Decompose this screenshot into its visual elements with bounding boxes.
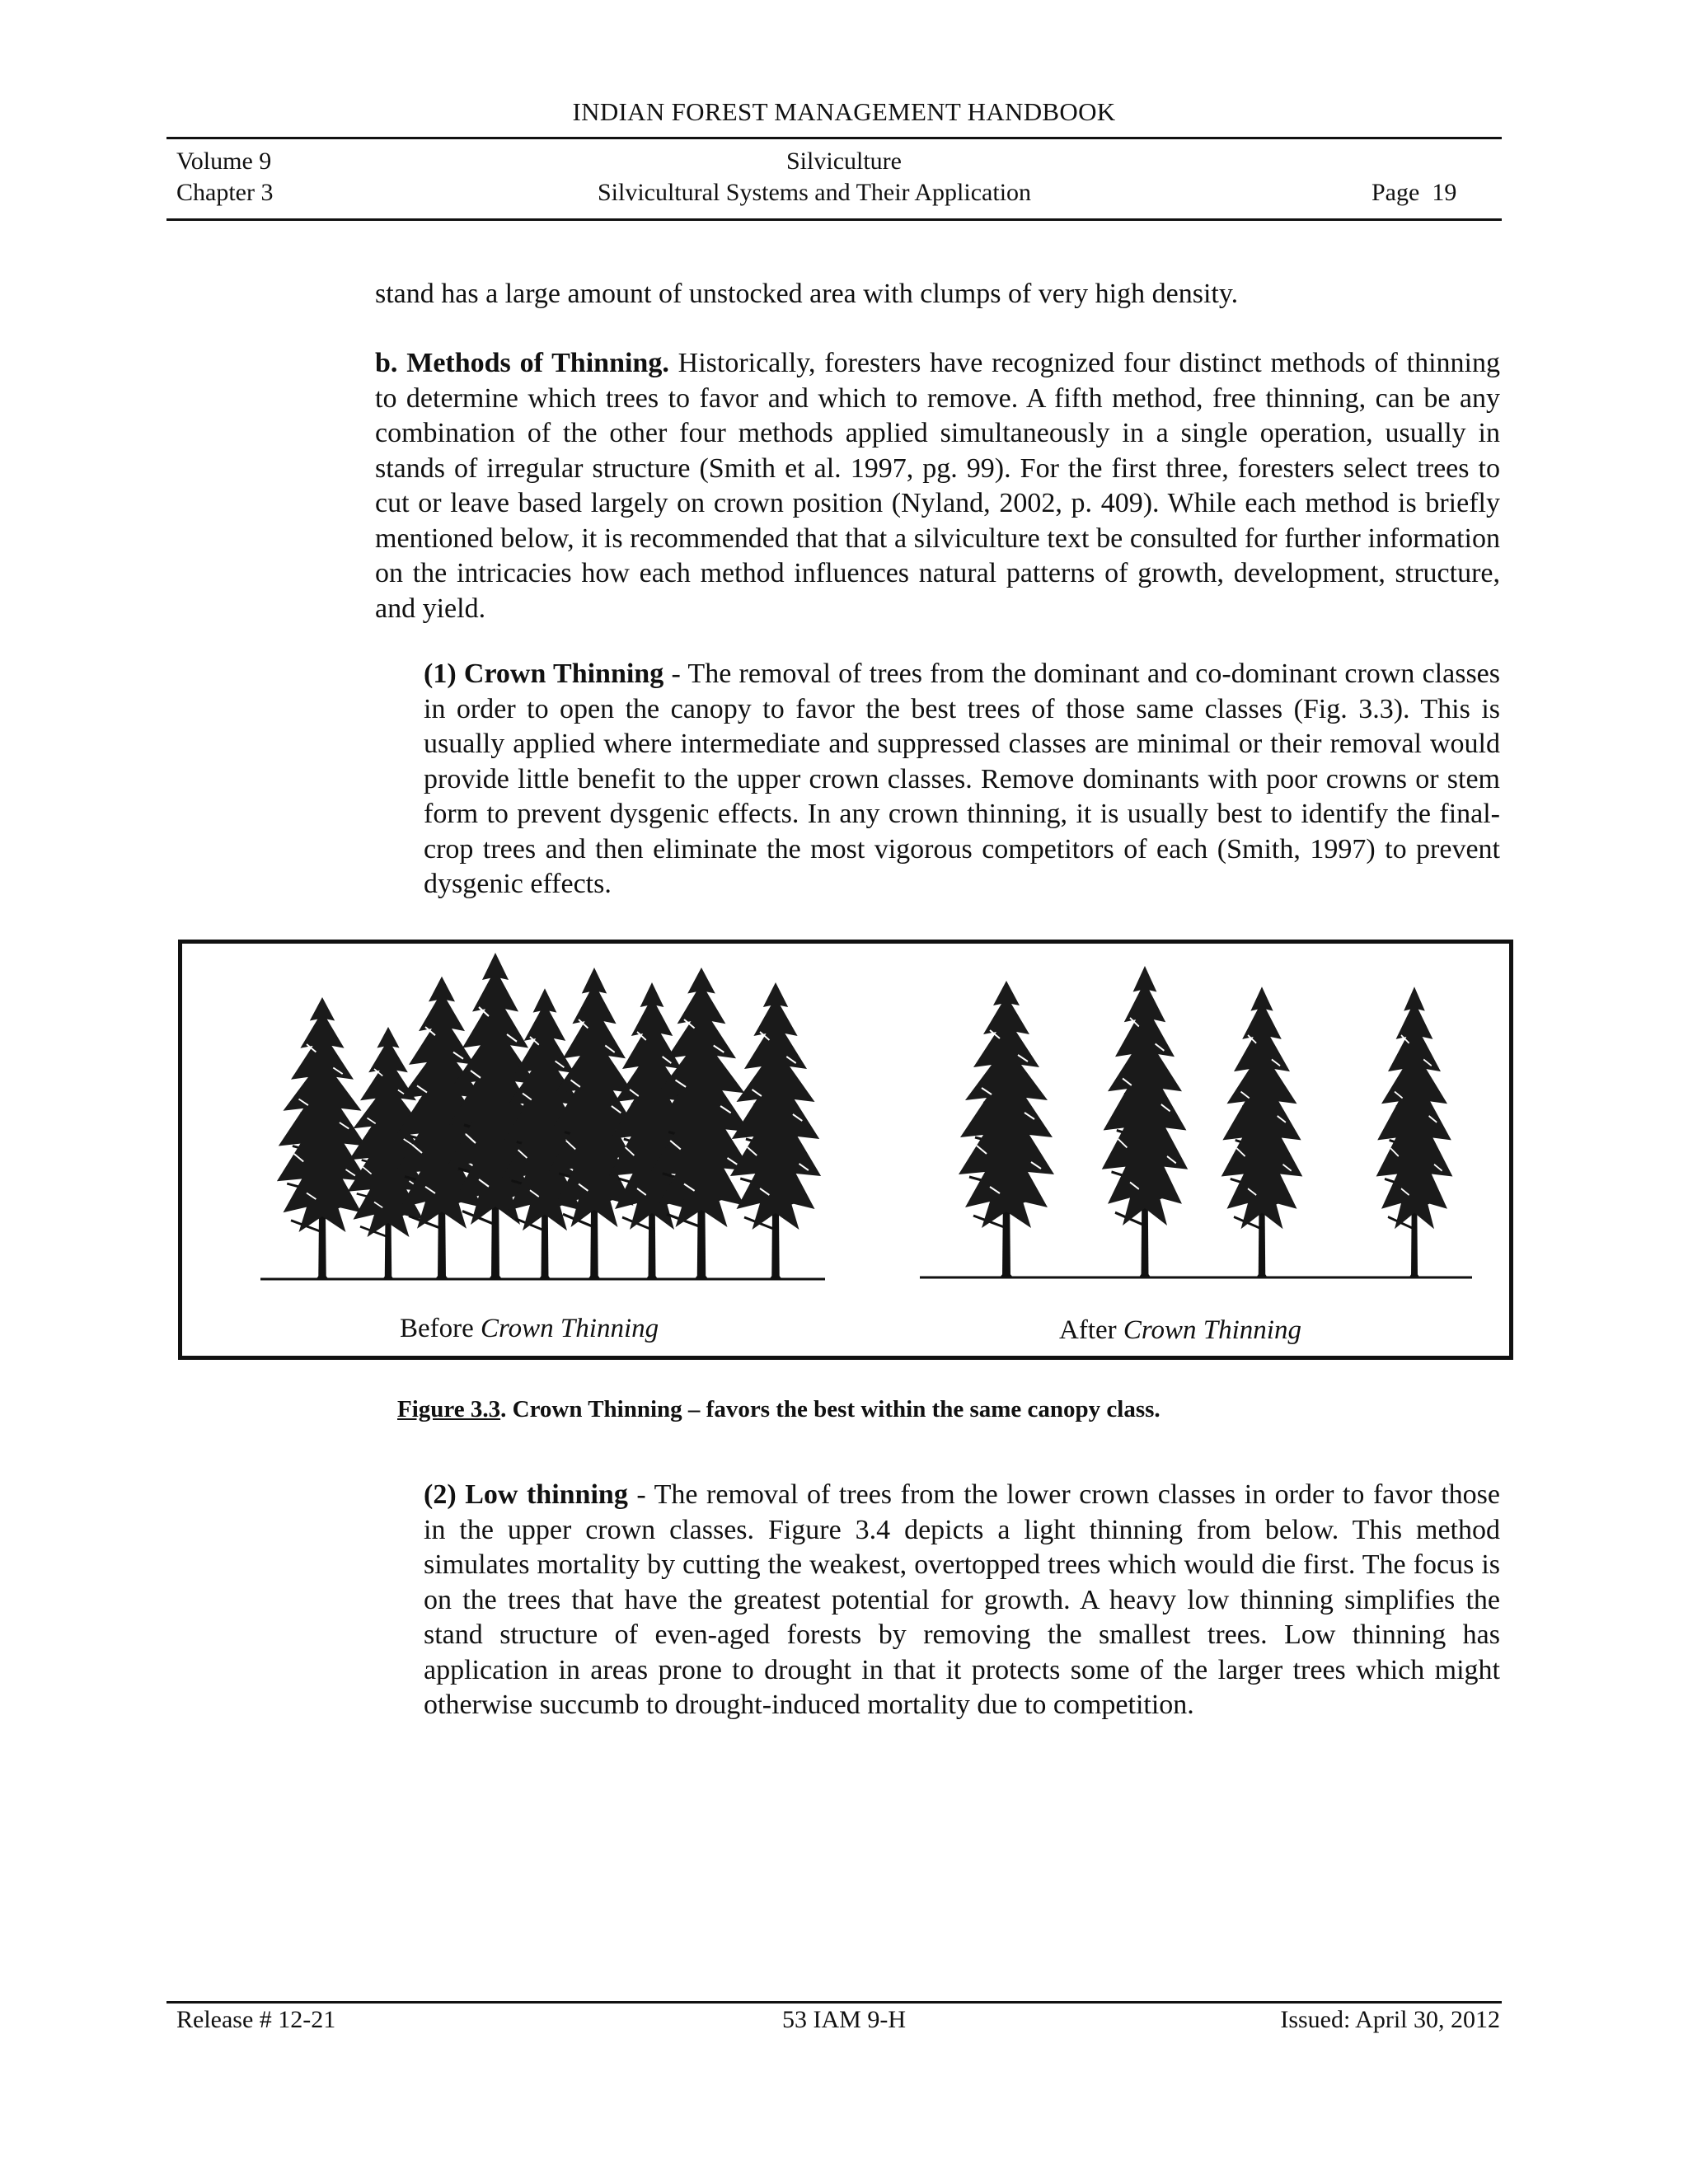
after-tree-1 xyxy=(959,981,1054,1277)
figure-illustration xyxy=(182,944,1509,1356)
header-rule-top xyxy=(166,137,1502,139)
page-number: Page 19 xyxy=(1372,179,1457,206)
volume-label: Volume 9 xyxy=(176,148,272,175)
after-caption-prefix: After xyxy=(1059,1315,1123,1345)
after-tree-2 xyxy=(1102,966,1188,1277)
before-tree-1 xyxy=(277,997,368,1279)
crown-thinning-text: - The removal of trees from the dominant and co-dominant crown classes in order to open the canopy to favor the best trees of those same classes (Fig. 3.3). This is usually applied where intermediate and suppressed classes are minimal or their removal would provide little benefit to the upper crown classes. Remove dominants with poor crowns or stem form to prevent dysgenic effects. In any crown thinning, it is usually best to identify the final-crop trees and then eliminate the most vigorous competitors of each (Smith, 1997) to prevent dysgenic effects. xyxy=(424,658,1501,899)
before-stand xyxy=(260,953,825,1279)
issue-date: Issued: April 30, 2012 xyxy=(1280,2006,1500,2033)
crown-thinning-paragraph xyxy=(424,657,1500,902)
methods-heading: b. Methods of Thinning. xyxy=(375,348,669,378)
document-code: 53 IAM 9-H xyxy=(782,2006,906,2033)
before-caption-italic: Crown Thinning xyxy=(481,1314,659,1343)
after-stand xyxy=(920,966,1472,1277)
release-number: Release # 12-21 xyxy=(176,2006,336,2033)
intro-paragraph: stand has a large amount of unstocked area with clumps of very high density. xyxy=(375,279,1239,309)
before-tree-9 xyxy=(730,982,821,1279)
low-thinning-text: - The removal of trees from the lower crown classes in order to favor those in the upper crown classes. Figure 3.4 depicts a light thinning from below. This method simulates mortality by cutting the weakest, overtopped trees which would die first. The focus is on the trees that have the greatest potential for growth. A heavy low thinning simplifies the stand structure of even-aged forests by removing the smallest trees. Low thinning has application in areas prone to drought in that it protects some of the larger trees which might otherwise succumb to drought-induced mortality due to competition. xyxy=(424,1479,1500,1720)
figure-caption xyxy=(397,1396,1160,1423)
chapter-title: Silvicultural Systems and Their Application xyxy=(597,179,1032,206)
low-thinning-heading: (2) Low thinning xyxy=(424,1479,628,1510)
header-rule-bottom xyxy=(166,218,1502,221)
low-thinning-paragraph xyxy=(424,1478,1500,1723)
footer-rule xyxy=(166,2001,1502,2004)
methods-paragraph xyxy=(375,346,1500,626)
figure-caption-text: . Crown Thinning – favors the best within the same canopy class. xyxy=(500,1396,1160,1422)
chapter-label: Chapter 3 xyxy=(176,179,274,206)
figure-caption-label: Figure 3.3 xyxy=(397,1396,501,1422)
after-tree-3 xyxy=(1221,987,1303,1277)
after-tree-4 xyxy=(1376,987,1453,1277)
after-caption-italic: Crown Thinning xyxy=(1123,1315,1301,1345)
methods-text: Historically, foresters have recognized four distinct methods of thinning to determine which trees to favor and which to remove. A fifth method, free thinning, can be any combination of the other four methods applied simultaneously in a single operation, usually in stands of irregular structure (Smith et al. 1997, pg. 99). For the first three, foresters select trees to cut or leave based largely on crown position (Nyland, 2002, p. 409). While each method is briefly mentioned below, it is recommended that that a silviculture text be consulted for further information on the intricacies how each method influences natural patterns of growth, development, structure, and yield. xyxy=(375,348,1500,624)
before-tree-8 xyxy=(651,968,752,1279)
after-caption xyxy=(1059,1314,1301,1347)
handbook-title: INDIAN FOREST MANAGEMENT HANDBOOK xyxy=(572,97,1116,126)
before-caption-prefix: Before xyxy=(400,1314,481,1343)
subject-label: Silviculture xyxy=(786,148,902,175)
before-caption xyxy=(400,1312,659,1345)
crown-thinning-heading: (1) Crown Thinning xyxy=(424,658,664,689)
